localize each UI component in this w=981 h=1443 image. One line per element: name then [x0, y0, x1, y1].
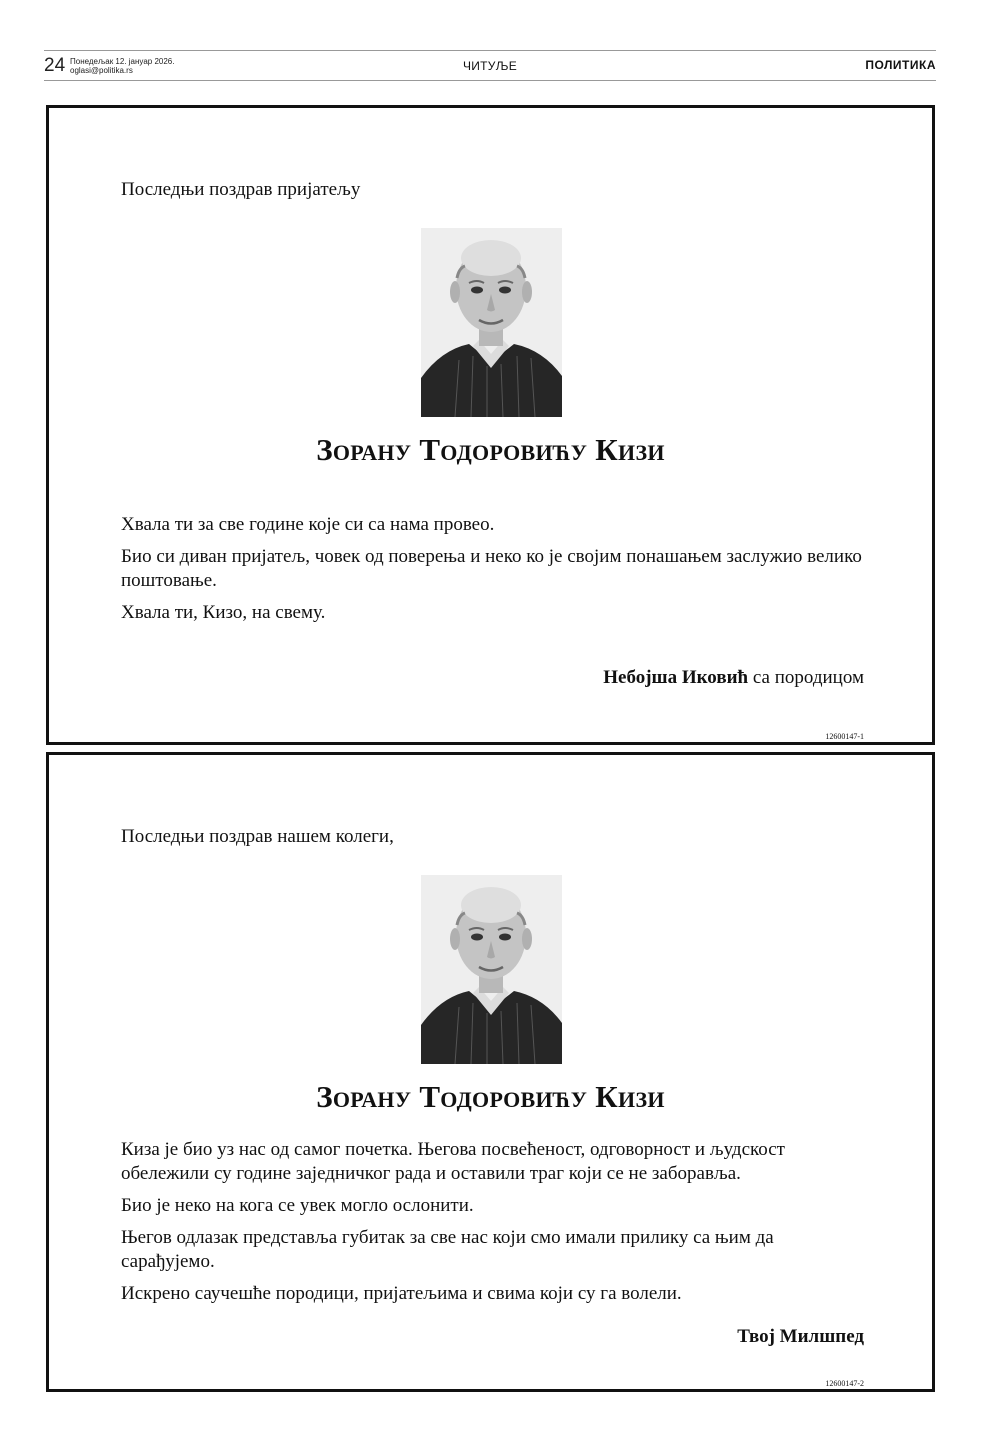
header-rule-bottom [44, 80, 936, 81]
obituary-paragraph: Хвала ти, Кизо, на свему. [121, 602, 326, 623]
obituary-intro: Последњи поздрав пријатељу [121, 179, 361, 200]
section-title: ЧИТУЉЕ [462, 59, 518, 73]
ad-code: 12600147-2 [825, 1379, 864, 1388]
obituary-notice [46, 752, 935, 1392]
obituary-paragraph: Његов одлазак представља губитак за све нас који смо имали прилику са њим да сарађујемо. [121, 1227, 774, 1272]
deceased-name: Зорану Тодоровићу Кизи [316, 432, 665, 467]
header-email: oglasi@politika.rs [70, 66, 133, 75]
obituary-paragraph: Киза је био уз нас од самог почетка. Његова посвећеност, одговорност и људскост обележили су године заједничког рада и оставили траг који се не заборавља. [121, 1139, 785, 1184]
header-rule-top [44, 50, 936, 51]
portrait-photo-icon [421, 875, 562, 1064]
obituary-text [121, 1138, 866, 1314]
obituary-paragraph: Хвала ти за све године које си са нама провео. [121, 514, 495, 535]
obituary-signature [737, 1325, 864, 1349]
obituary-text [121, 513, 866, 633]
deceased-name: Зорану Тодоровићу Кизи [316, 1079, 665, 1114]
obituary-intro: Последњи поздрав нашем колеги, [121, 826, 394, 847]
header-date: Понедељак 12. јануар 2026. [70, 57, 175, 66]
obituary-paragraph: Био је неко на кога се увек могло ослонити. [121, 1195, 474, 1216]
portrait-photo [421, 228, 562, 417]
signature-name: Твој Милшпед [737, 1326, 864, 1347]
obituary-signature [603, 666, 864, 690]
masthead-logo: ПОЛИТИКА [865, 58, 936, 72]
page-number: 24 [44, 55, 66, 76]
portrait-photo-icon [421, 228, 562, 417]
obituary-paragraph: Искрено саучешће породици, пријатељима и свима који су га волели. [121, 1283, 682, 1304]
header-meta [70, 57, 174, 75]
signature-name: Небојша Иковић [603, 667, 749, 688]
ad-code: 12600147-1 [825, 732, 864, 741]
obituary-paragraph: Био си диван пријатељ, човек од поверења и неко ко је својим понашањем заслужио велико поштовање. [121, 546, 862, 591]
obituary-notice [46, 105, 935, 745]
portrait-photo [421, 875, 562, 1064]
signature-suffix: са породицом [748, 667, 864, 688]
